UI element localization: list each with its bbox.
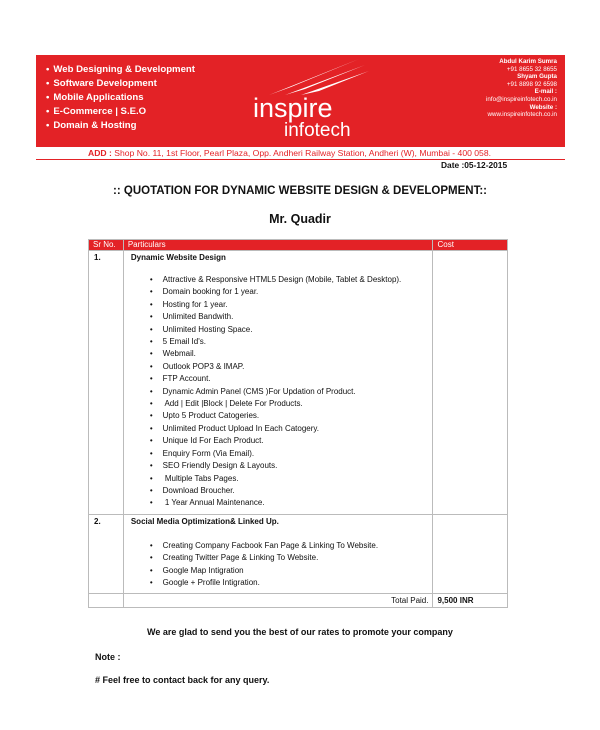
address-value: Shop No. 11, 1st Floor, Pearl Plaza, Opp. Andheri Railway Station, Andheri (W), Mumbai - 400 058.	[114, 148, 491, 158]
item-cost	[433, 514, 508, 594]
list-item: • FTP Account.	[166, 373, 433, 385]
contact-name-2: Shyam Gupta	[517, 73, 557, 81]
table-row	[89, 251, 508, 515]
total-spacer	[89, 594, 124, 608]
list-item: • Attractive & Responsive HTML5 Design (Mobile, Tablet & Desktop).	[166, 274, 433, 286]
item-title: Social Media Optimization& Linked Up.	[130, 516, 279, 526]
item-particulars	[123, 514, 433, 594]
list-item: • Unique Id For Each Product.	[166, 435, 433, 447]
address-label: ADD :	[88, 148, 112, 158]
list-item: • Download Broucher.	[166, 485, 433, 497]
total-row	[89, 594, 508, 608]
service-item: • Software Development	[46, 77, 195, 91]
company-logo	[241, 57, 391, 145]
services-list	[46, 63, 195, 133]
list-item: • Hosting for 1 year.	[166, 299, 433, 311]
list-item: • Dynamic Admin Panel (CMS )For Updation of Product.	[166, 386, 433, 398]
letterhead-banner	[36, 55, 565, 147]
list-item: • Webmail.	[166, 348, 433, 360]
list-item: • Google Map Intigration	[166, 565, 433, 577]
list-item: • Enquiry Form (Via Email).	[166, 448, 433, 460]
column-header-particulars: Particulars	[123, 240, 433, 251]
item-sr: 2.	[89, 514, 124, 594]
logo-name: inspire	[253, 93, 333, 123]
table-header-row	[89, 240, 508, 251]
contact-block	[486, 58, 557, 119]
quotation-table	[88, 239, 508, 608]
list-item: • Unlimited Hosting Space.	[166, 324, 433, 336]
service-item: • Mobile Applications	[46, 91, 195, 105]
logo-swoosh-icon	[261, 57, 371, 97]
email-label: E-mail :	[534, 88, 557, 96]
contact-phone-1: +91 8655 32 8655	[506, 65, 557, 73]
item-cost	[433, 251, 508, 515]
list-item: • Creating Company Facbook Fan Page & Linking To Website.	[166, 540, 433, 552]
service-item: • Web Designing & Development	[46, 63, 195, 77]
service-item: • E-Commerce | S.E.O	[46, 105, 195, 119]
item-title: Dynamic Website Design	[130, 253, 226, 262]
list-item: • 1 Year Annual Maintenance.	[166, 497, 433, 509]
list-item: • Add | Edit |Block | Delete For Products.	[166, 398, 433, 410]
list-item: • Upto 5 Product Catogeries.	[166, 410, 433, 422]
page-title: :: QUOTATION FOR DYNAMIC WEBSITE DESIGN & DEVELOPMENT::	[113, 185, 487, 197]
list-item: • SEO Friendly Design & Layouts.	[166, 460, 433, 472]
service-item: • Domain & Hosting	[46, 119, 195, 133]
column-header-cost: Cost	[433, 240, 508, 251]
list-item: • Multiple Tabs Pages.	[166, 473, 433, 485]
list-item: • Unlimited Bandwith.	[166, 311, 433, 323]
website-value: www.inspireinfotech.co.in	[487, 111, 557, 119]
column-header-sr: Sr No.	[89, 240, 124, 251]
email-value: info@inspireinfotech.co.in	[486, 95, 557, 103]
feature-list	[124, 264, 433, 514]
list-item: • Creating Twitter Page & Linking To Website.	[166, 552, 433, 564]
address-bar	[36, 147, 565, 160]
total-value: 9,500 INR	[433, 594, 508, 608]
total-label: Total Paid.	[123, 594, 433, 608]
contact-phone-2: +91 8898 92 6598	[506, 80, 557, 88]
note-label: Note :	[95, 652, 121, 662]
item-sr: 1.	[89, 251, 124, 515]
item-particulars	[123, 251, 433, 515]
table-row	[89, 514, 508, 594]
contact-note: # Feel free to contact back for any query.	[95, 675, 270, 685]
list-item: • 5 Email Id's.	[166, 336, 433, 348]
feature-list	[124, 528, 433, 594]
website-label: Website :	[529, 103, 557, 111]
client-name: Mr. Quadir	[269, 212, 331, 226]
list-item: • Domain booking for 1 year.	[166, 286, 433, 298]
list-item: • Unlimited Product Upload In Each Catogery.	[166, 423, 433, 435]
contact-name-1: Abdul Karim Sumra	[499, 58, 557, 65]
closing-statement: We are glad to send you the best of our rates to promote your company	[147, 627, 453, 637]
list-item: • Google + Profile Intigration.	[166, 577, 433, 589]
quotation-date: Date :05-12-2015	[441, 160, 508, 170]
logo-subtitle: infotech	[284, 120, 351, 141]
list-item: • Outlook POP3 & IMAP.	[166, 361, 433, 373]
